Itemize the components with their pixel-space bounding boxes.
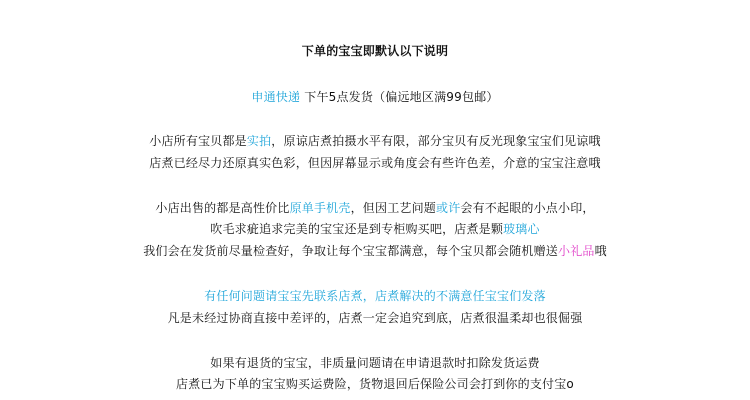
quality-note-text: 会有不起眼的小点小印，	[460, 201, 595, 215]
original-case-highlight: 原单手机壳	[289, 201, 351, 215]
quality-note-text: ，但因工艺问题	[350, 201, 436, 215]
photo-note-line-1	[0, 133, 750, 149]
quality-note-text: 吹毛求疵追求完美的宝宝还是到专柜购买吧，店煮是颗	[210, 222, 504, 236]
return-note-line-1: 如果有退货的宝宝，非质量问题请在申请退款时扣除发货运费	[210, 356, 540, 370]
gift-highlight: 小礼品	[558, 244, 595, 258]
quality-note-line-2	[0, 221, 750, 237]
shipping-text: 下午5点发货（偏远地区满99包邮）	[300, 90, 499, 104]
maybe-highlight: 或许	[436, 201, 461, 215]
return-note-line-2: 店煮已为下单的宝宝购买运费险，货物退回后保险公司会打到你的支付宝o	[176, 377, 574, 391]
shipping-line	[0, 89, 750, 105]
photo-note-text: 小店所有宝贝都是	[149, 134, 247, 148]
contact-note-line-1: 有任何问题请宝宝先联系店煮，店煮解决的不满意任宝宝们发落	[204, 289, 546, 303]
courier-name: 申通快递	[251, 90, 301, 104]
glass-heart-highlight: 玻璃心	[503, 222, 540, 236]
photo-note-line-2: 店煮已经尽力还原真实色彩，但因屏幕显示或角度会有些许色差，介意的宝宝注意哦	[149, 156, 601, 170]
quality-note-text: 小店出售的都是高性价比	[155, 201, 290, 215]
contact-note-line-2: 凡是未经过协商直接中差评的，店煮一定会追究到底，店煮很温柔却也很倔强	[167, 311, 583, 325]
photo-note-text: ，原谅店煮拍摄水平有限，部分宝贝有反光现象宝宝们见谅哦	[271, 134, 601, 148]
real-photo-highlight: 实拍	[246, 134, 272, 148]
notice-title: 下单的宝宝即默认以下说明	[301, 44, 449, 58]
quality-note-text: 哦	[594, 244, 607, 258]
quality-note-line-1	[0, 200, 750, 216]
quality-note-text: 我们会在发货前尽量检查好，争取让每个宝宝都满意，每个宝贝都会随机赠送	[143, 244, 558, 258]
quality-note-line-3	[0, 243, 750, 259]
